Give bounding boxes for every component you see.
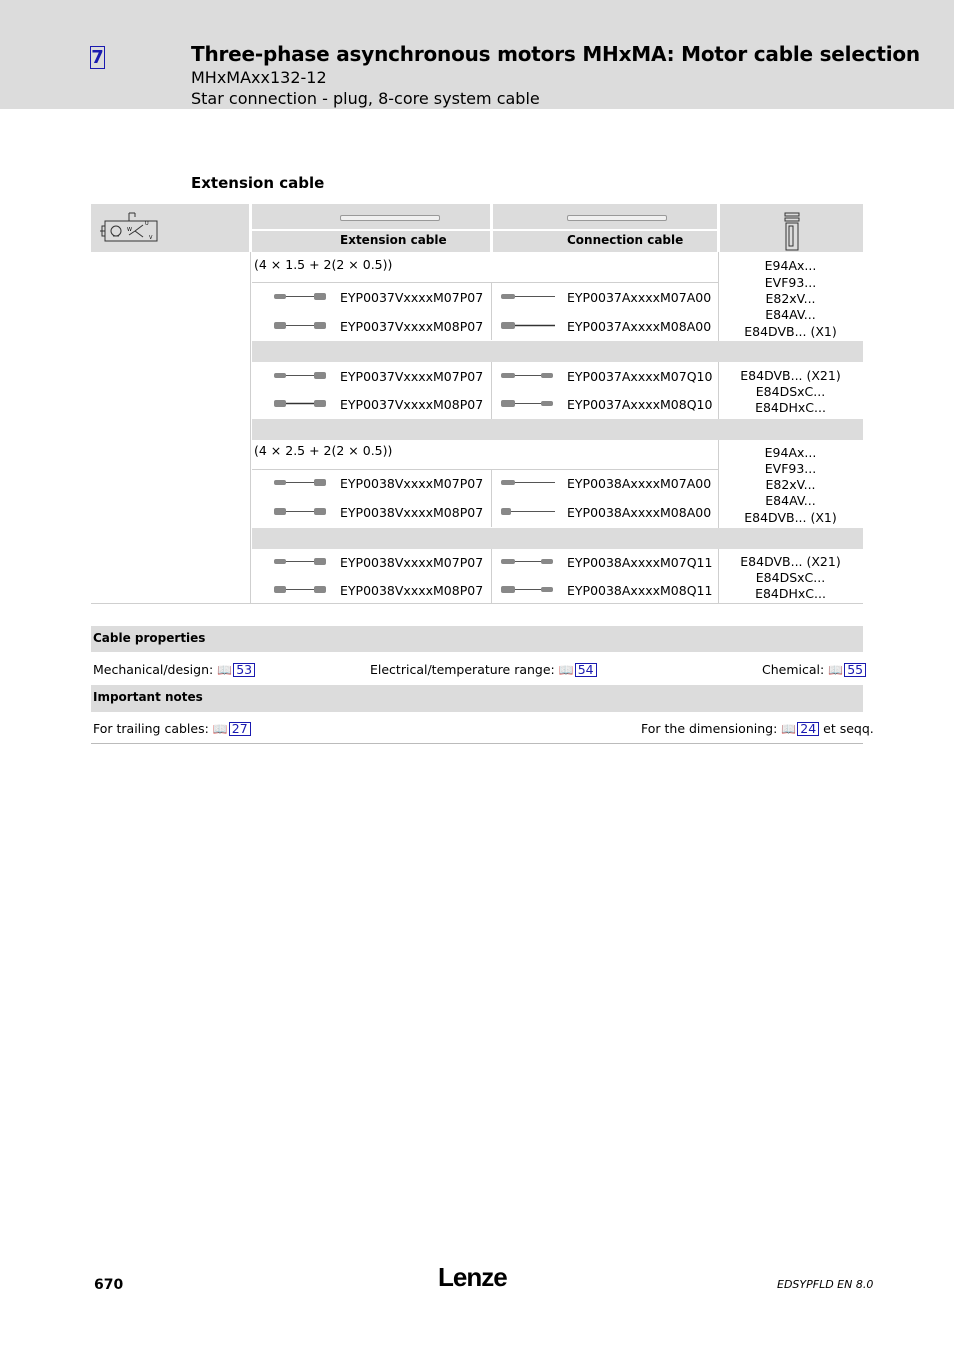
page-link-53[interactable]: 53 xyxy=(233,663,255,677)
device-name: E84DSxC... xyxy=(755,570,826,585)
extension-cable-icon xyxy=(274,585,328,595)
mechanical-design-ref xyxy=(93,662,255,677)
device-name: E84DVB... (X21) xyxy=(740,368,841,383)
column-divider xyxy=(491,469,492,527)
extension-cable-header: Extension cable xyxy=(340,233,447,247)
extension-cable-icon xyxy=(274,371,328,381)
chapter-number[interactable]: 7 xyxy=(91,47,104,68)
device-header-cell xyxy=(720,204,863,252)
extension-cable-icon xyxy=(274,321,328,331)
connection-cable-icon xyxy=(501,557,555,567)
group-separator xyxy=(252,528,863,549)
controller-device-icon xyxy=(784,212,800,252)
row-divider xyxy=(252,469,718,470)
extension-cable-icon xyxy=(274,557,328,567)
extension-cable-part: EYP0038VxxxxM08P07 xyxy=(340,505,484,520)
header-divider xyxy=(493,229,717,231)
device-name: E84DVB... (X1) xyxy=(744,324,837,339)
extension-cable-part: EYP0038VxxxxM07P07 xyxy=(340,555,484,570)
dimensioning-suffix: et seqq. xyxy=(823,721,874,736)
electrical-range-ref xyxy=(370,662,597,677)
connection-cable-part: EYP0037AxxxxM08Q10 xyxy=(567,397,713,412)
cable-properties-bar xyxy=(91,626,863,652)
connection-cable-header: Connection cable xyxy=(567,233,684,247)
connection-cable-part: EYP0037AxxxxM08A00 xyxy=(567,319,712,334)
device-name: E94Ax... xyxy=(764,445,817,460)
connection-cable-icon xyxy=(501,292,555,302)
connection-cable-part: EYP0038AxxxxM08Q11 xyxy=(567,583,713,598)
motor-header-cell xyxy=(91,204,249,252)
connection-cable-icon xyxy=(501,399,555,409)
page-number: 670 xyxy=(94,1277,124,1293)
cross-section-2: (4 × 2.5 + 2(2 × 0.5)) xyxy=(254,443,393,458)
dimensioning-ref xyxy=(641,721,874,736)
device-name: E84DVB... (X1) xyxy=(744,510,837,525)
device-name: E84AV... xyxy=(765,493,816,508)
svg-text:W: W xyxy=(127,227,132,233)
section-heading: Extension cable xyxy=(191,174,325,192)
page-subtitle-motor: MHxMAxx132-12 xyxy=(191,68,327,87)
connection-cable-part: EYP0038AxxxxM07A00 xyxy=(567,476,712,491)
important-notes-bar xyxy=(91,685,863,712)
book-icon: 📖 xyxy=(781,722,797,736)
column-divider xyxy=(491,362,492,419)
connection-cable-part: EYP0038AxxxxM08A00 xyxy=(567,505,712,520)
device-name: E82xV... xyxy=(765,477,816,492)
trailing-cables-ref xyxy=(93,721,251,736)
extension-cable-part: EYP0037VxxxxM07P07 xyxy=(340,369,484,384)
connection-cable-icon xyxy=(501,371,555,381)
column-divider xyxy=(491,549,492,603)
connection-cable-part: EYP0037AxxxxM07Q10 xyxy=(567,369,713,384)
extension-cable-part: EYP0037VxxxxM08P07 xyxy=(340,397,484,412)
group-separator xyxy=(252,419,863,440)
book-icon: 📖 xyxy=(828,663,844,677)
cross-section-1: (4 × 1.5 + 2(2 × 0.5)) xyxy=(254,257,393,272)
cable-plug-icon xyxy=(567,215,667,221)
svg-text:V: V xyxy=(149,235,153,241)
extension-cable-icon xyxy=(274,292,328,302)
extension-cable-icon xyxy=(274,399,328,409)
notes-bottom-border xyxy=(91,743,863,744)
cable-properties-title: Cable properties xyxy=(93,631,206,645)
svg-text:U: U xyxy=(145,221,149,227)
cable-plug-icon xyxy=(340,215,440,221)
page-link-54[interactable]: 54 xyxy=(575,663,597,677)
chemical-label: Chemical: xyxy=(762,662,825,677)
important-notes-title: Important notes xyxy=(93,690,203,704)
header-divider xyxy=(252,229,490,231)
page-title: Three-phase asynchronous motors MHxMA: Motor cable selection xyxy=(191,42,920,66)
extension-cable-icon xyxy=(274,507,328,517)
page-link-27[interactable]: 27 xyxy=(229,722,251,736)
book-icon: 📖 xyxy=(558,663,574,677)
connection-cable-part: EYP0038AxxxxM07Q11 xyxy=(567,555,713,570)
table-bottom-border xyxy=(91,603,863,604)
connection-cable-icon xyxy=(501,321,555,331)
device-name: E84DSxC... xyxy=(755,384,826,399)
row-divider xyxy=(252,282,718,283)
connection-cable-icon xyxy=(501,585,555,595)
book-icon: 📖 xyxy=(212,722,228,736)
device-name: E94Ax... xyxy=(764,258,817,273)
device-name: E84DVB... (X21) xyxy=(740,554,841,569)
page-link-24[interactable]: 24 xyxy=(797,722,819,736)
extension-cable-icon xyxy=(274,478,328,488)
extension-cable-part: EYP0037VxxxxM08P07 xyxy=(340,319,484,334)
dimensioning-label: For the dimensioning: xyxy=(641,721,778,736)
connection-cable-icon xyxy=(501,478,555,488)
column-divider xyxy=(250,252,251,603)
device-name: E84DHxC... xyxy=(755,586,826,601)
extension-cable-part: EYP0037VxxxxM07P07 xyxy=(340,290,484,305)
page-link-55[interactable]: 55 xyxy=(844,663,866,677)
group-separator xyxy=(252,341,863,362)
book-icon: 📖 xyxy=(217,663,233,677)
lenze-logo: Lenze xyxy=(438,1262,507,1292)
connection-cable-part: EYP0037AxxxxM07A00 xyxy=(567,290,712,305)
motor-symbol-icon xyxy=(99,211,159,245)
mechanical-label: Mechanical/design: xyxy=(93,662,214,677)
chemical-ref xyxy=(762,662,866,677)
extension-cable-part: EYP0038VxxxxM07P07 xyxy=(340,476,484,491)
device-name: EVF93... xyxy=(764,461,817,476)
electrical-label: Electrical/temperature range: xyxy=(370,662,555,677)
trailing-label: For trailing cables: xyxy=(93,721,209,736)
extension-cable-part: EYP0038VxxxxM08P07 xyxy=(340,583,484,598)
column-divider xyxy=(491,282,492,340)
device-name: E84AV... xyxy=(765,307,816,322)
device-name: E82xV... xyxy=(765,291,816,306)
page-subtitle-connection: Star connection - plug, 8-core system cable xyxy=(191,89,540,108)
document-id: EDSYPFLD EN 8.0 xyxy=(777,1278,874,1291)
device-name: E84DHxC... xyxy=(755,400,826,415)
connection-cable-icon xyxy=(501,507,555,517)
device-name: EVF93... xyxy=(764,275,817,290)
